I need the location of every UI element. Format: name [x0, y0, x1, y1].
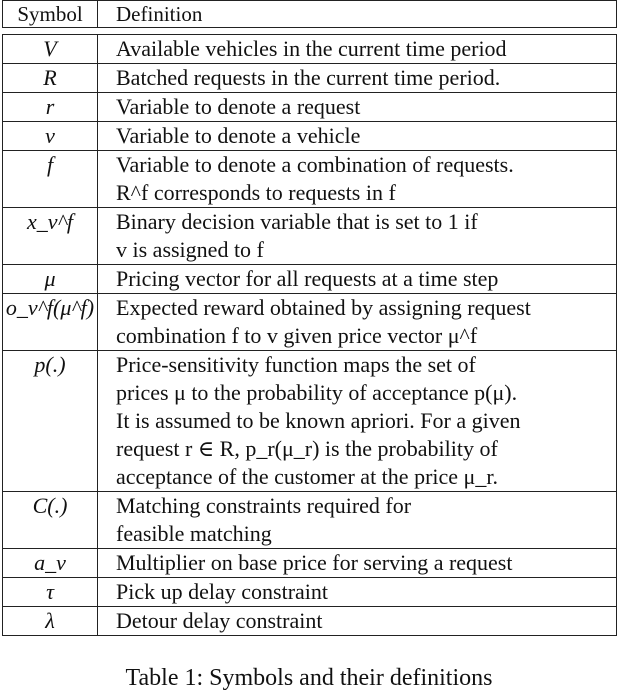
symbol-text: r	[45, 94, 55, 119]
definition-cell	[98, 294, 617, 351]
table-row	[3, 549, 617, 578]
symbol-text: x_v^f	[27, 209, 73, 234]
table-row	[3, 294, 617, 351]
definition-text: Variable to denote a vehicle	[116, 123, 361, 148]
definition-text: Binary decision variable that is set to 1 if	[116, 209, 478, 234]
symbol-cell	[3, 351, 98, 492]
table-row	[3, 64, 617, 93]
symbol-cell	[3, 578, 98, 607]
symbol-cell	[3, 492, 98, 549]
definition-text: Pricing vector for all requests at a time step	[116, 266, 499, 291]
definition-text: Variable to denote a combination of requests.	[116, 152, 514, 177]
symbol-cell	[3, 265, 98, 294]
definition-cell	[98, 549, 617, 578]
symbol-cell	[3, 549, 98, 578]
definition-text: request r ∈ R, p_r(μ_r) is the probability of	[116, 436, 498, 461]
table-row	[3, 151, 617, 208]
table-row	[3, 122, 617, 151]
definition-text: Multiplier on base price for serving a request	[116, 550, 513, 575]
definition-cell	[98, 351, 617, 492]
definition-text: Matching constraints required for	[116, 493, 412, 518]
symbol-cell	[3, 64, 98, 93]
definition-text: prices μ to the probability of acceptance p(μ).	[116, 380, 518, 405]
definition-text: Expected reward obtained by assigning request	[116, 295, 531, 320]
symbol-cell	[3, 122, 98, 151]
symbol-text: C(.)	[32, 493, 68, 518]
table-caption: Table 1: Symbols and their definitions	[125, 665, 493, 691]
table-row	[3, 492, 617, 549]
definition-cell	[98, 151, 617, 208]
table-row	[3, 607, 617, 636]
definition-cell	[98, 492, 617, 549]
symbol-text: p(.)	[34, 352, 66, 377]
definition-cell	[98, 265, 617, 294]
definition-text: Detour delay constraint	[116, 608, 323, 633]
symbol-cell	[3, 208, 98, 265]
definition-text: Variable to denote a request	[116, 94, 361, 119]
definition-cell	[98, 607, 617, 636]
symbol-text: v	[45, 123, 55, 148]
definition-text: Available vehicles in the current time period	[116, 36, 507, 61]
symbol-cell	[3, 35, 98, 64]
definition-cell	[98, 208, 617, 265]
symbol-text: f	[46, 152, 54, 177]
table-row	[3, 208, 617, 265]
definition-text: acceptance of the customer at the price μ_r.	[116, 464, 498, 489]
definition-text: feasible matching	[116, 521, 272, 546]
symbol-cell	[3, 151, 98, 208]
table-row	[3, 578, 617, 607]
symbol-text: R	[43, 65, 57, 90]
definition-cell	[98, 64, 617, 93]
definition-cell	[98, 122, 617, 151]
table-row	[3, 93, 617, 122]
definition-cell	[98, 93, 617, 122]
table-row	[3, 351, 617, 492]
definition-cell	[98, 578, 617, 607]
symbol-cell	[3, 294, 98, 351]
table-row	[3, 265, 617, 294]
definition-text: R^f corresponds to requests in f	[116, 180, 396, 205]
definition-text: Price-sensitivity function maps the set of	[116, 352, 476, 377]
symbol-text: o_v^f(μ^f)	[5, 295, 95, 320]
header-symbol: Symbol	[3, 1, 98, 28]
definition-cell	[98, 35, 617, 64]
definition-text: Batched requests in the current time period.	[116, 65, 501, 90]
symbol-text: μ	[44, 266, 56, 291]
header-definition: Definition	[98, 1, 617, 28]
symbol-text: τ	[46, 579, 54, 604]
symbol-cell	[3, 93, 98, 122]
definition-text: It is assumed to be known apriori. For a given	[116, 408, 521, 433]
symbol-table	[2, 0, 617, 636]
table-row	[3, 35, 617, 64]
header-spacer	[3, 28, 617, 35]
table-header-row	[3, 1, 617, 28]
definition-text: v is assigned to f	[116, 237, 264, 262]
definition-text: combination f to v given price vector μ^f	[116, 323, 478, 348]
symbol-cell	[3, 607, 98, 636]
definition-text: Pick up delay constraint	[116, 579, 329, 604]
symbol-text: λ	[45, 608, 55, 633]
symbol-text: a_v	[34, 550, 66, 575]
symbol-text: V	[43, 36, 57, 61]
